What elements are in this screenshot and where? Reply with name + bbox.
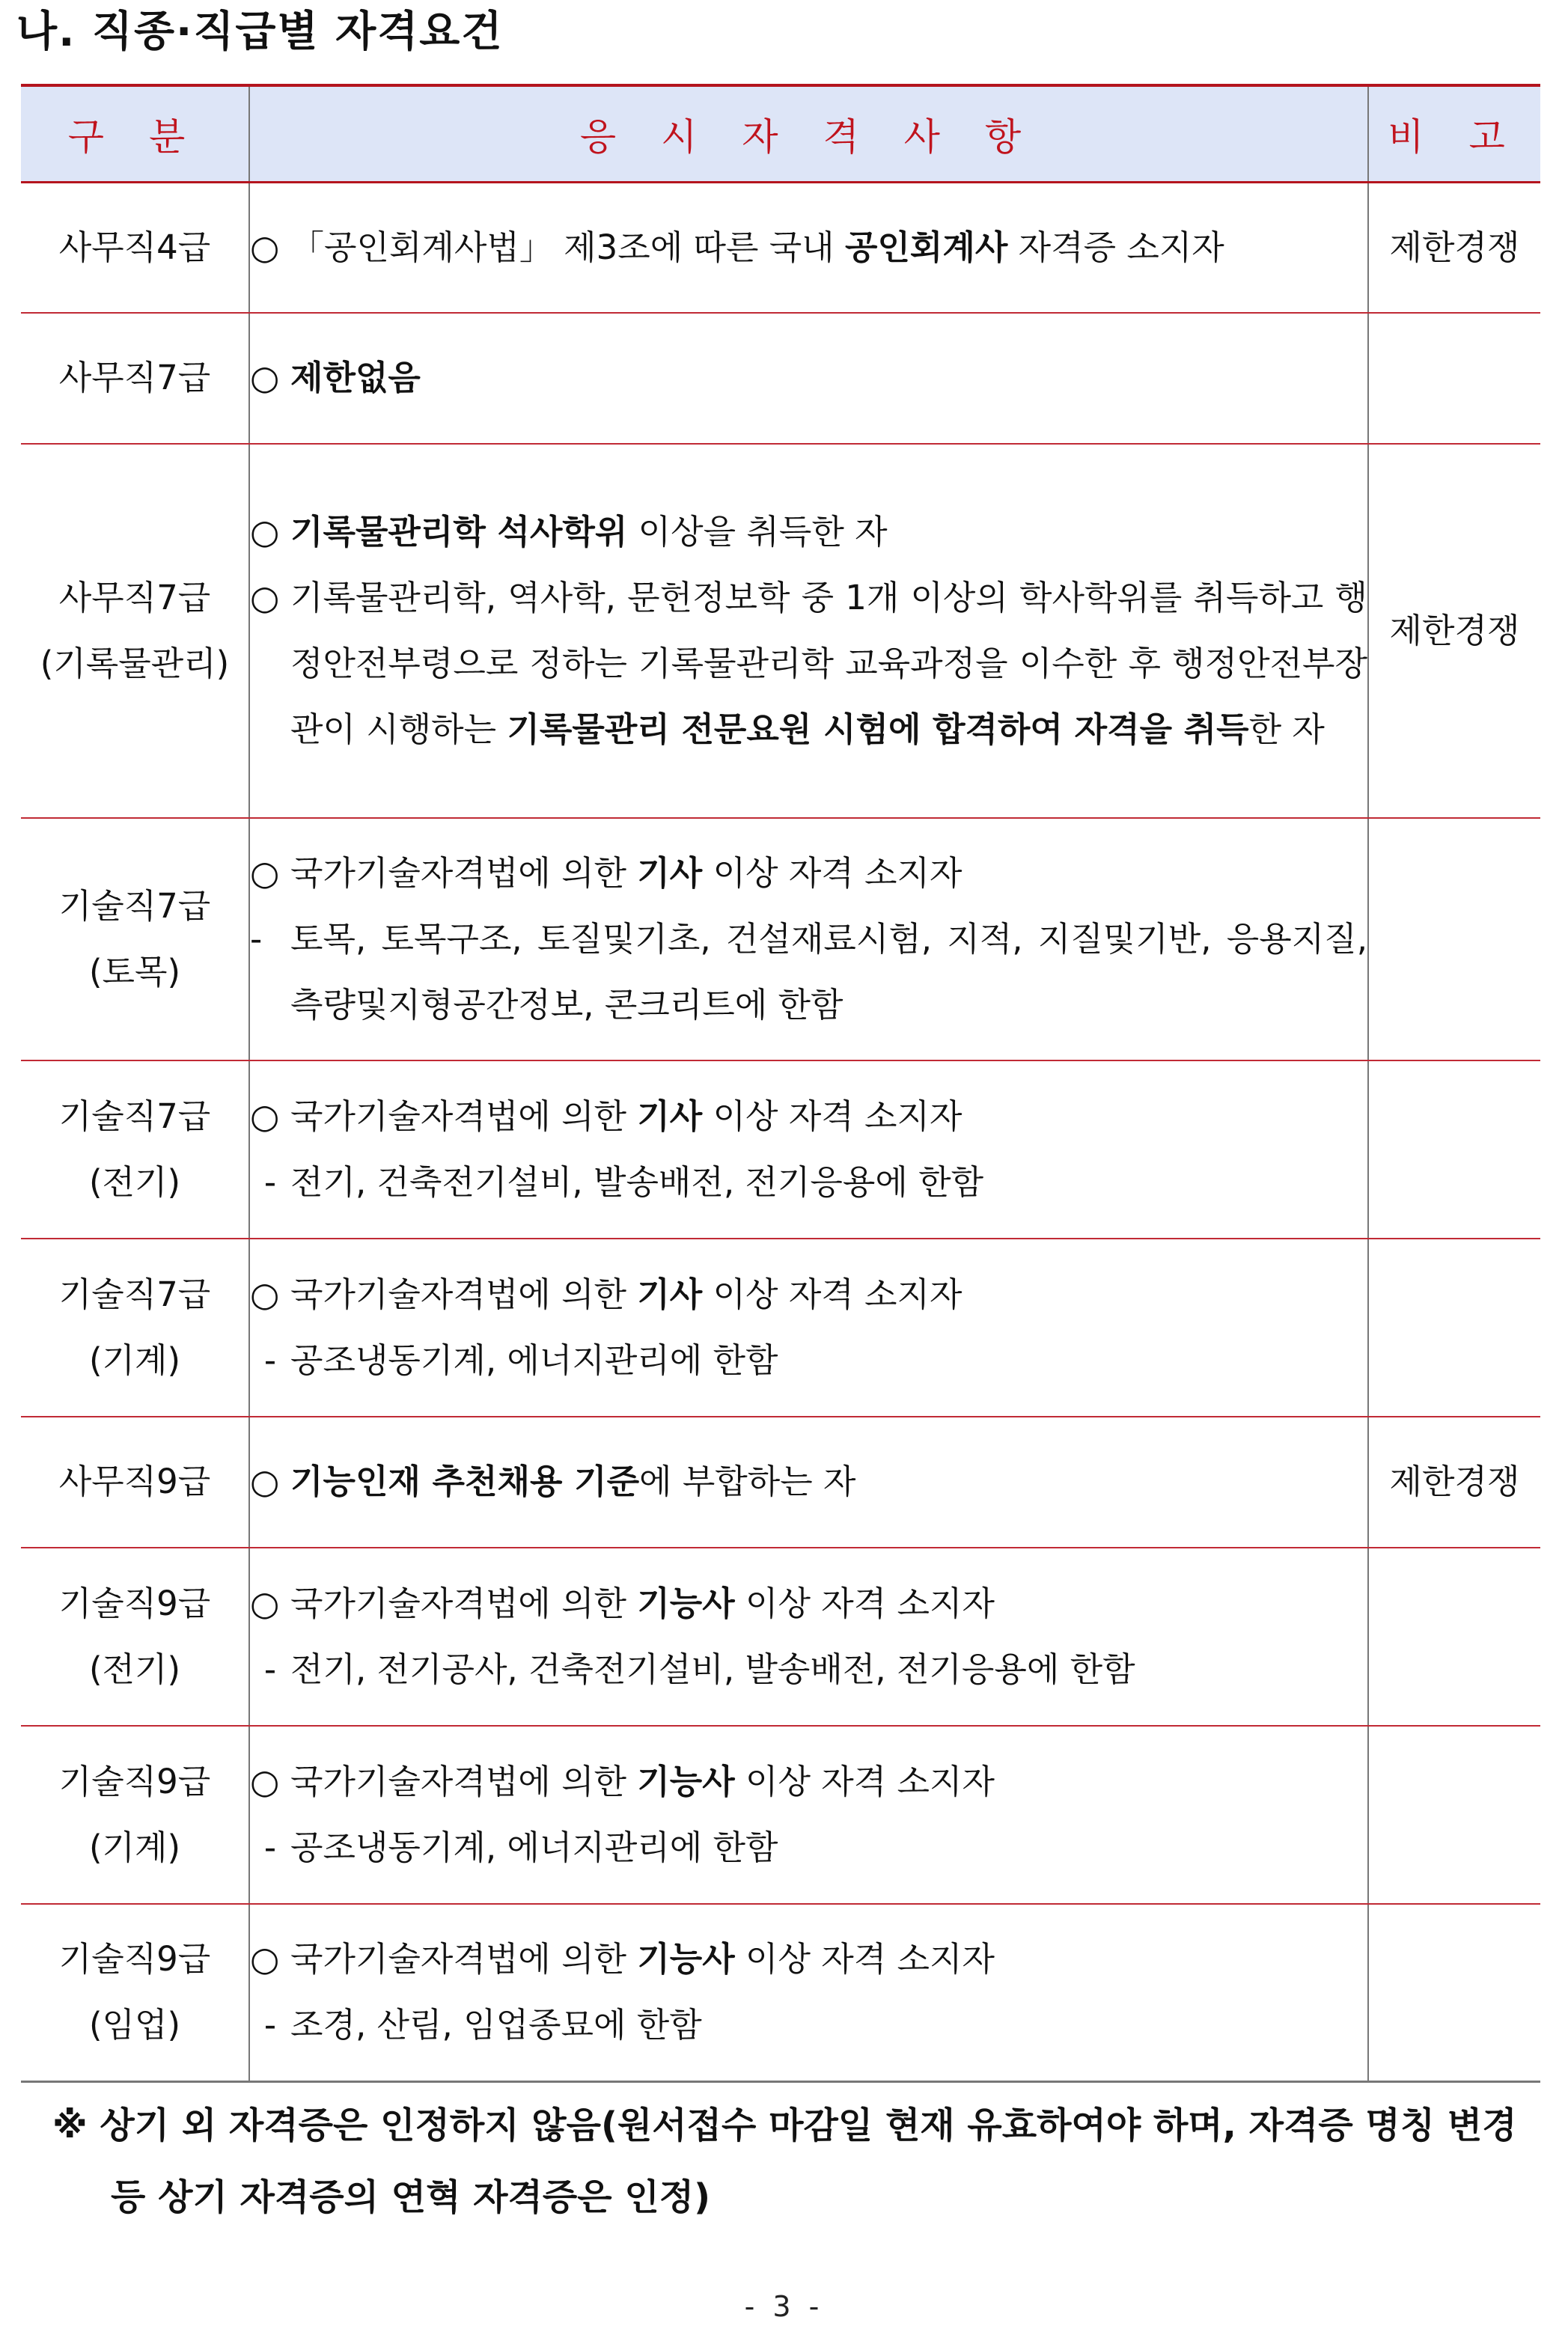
circle-bullet: ○	[250, 511, 280, 552]
requirement-cell: ○ 국가기술자격법에 의한 기사 이상 자격 소지자 - 전기, 건축전기설비, 발송배전, 전기응용에 한함	[249, 1060, 1368, 1239]
note-cell	[1368, 1904, 1540, 2082]
dash-bullet: -	[263, 2005, 277, 2045]
requirement-cell: ○ 국가기술자격법에 의한 기능사 이상 자격 소지자 - 전기, 전기공사, 건축전기설비, 발송배전, 전기응용에 한함	[249, 1548, 1368, 1726]
dash-bullet: -	[263, 1649, 277, 1689]
table-row	[21, 1904, 1540, 2082]
footnote-line-1: ※ 상기 외 자격증은 인정하지 않음(원서접수 마감일 현재 유효하여야 하며, 자격증 명칭 변경	[52, 2104, 1517, 2146]
note-cell	[1368, 1726, 1540, 1904]
circle-bullet: ○	[250, 1096, 280, 1136]
qualification-table	[21, 84, 1540, 2083]
circle-bullet: ○	[250, 358, 280, 397]
category-cell: 사무직9급	[21, 1417, 249, 1548]
category-cell: 사무직4급	[21, 183, 249, 313]
dash-bullet: -	[263, 1162, 277, 1202]
header-category: 구 분	[21, 85, 249, 183]
category-cell: 사무직7급	[21, 313, 249, 444]
circle-bullet: ○	[250, 227, 280, 267]
note-cell: 제한경쟁	[1368, 444, 1540, 818]
dash-bullet: -	[263, 1827, 277, 1867]
footnote	[52, 2090, 1538, 2233]
requirement-cell: ○ 국가기술자격법에 의한 기능사 이상 자격 소지자 - 공조냉동기계, 에너지관리에 한함	[249, 1726, 1368, 1904]
requirement-cell: ○ 「공인회계사법」 제3조에 따른 국내 공인회계사 자격증 소지자	[249, 183, 1368, 313]
note-cell	[1368, 818, 1540, 1060]
note-cell: 제한경쟁	[1368, 1417, 1540, 1548]
category-cell: 기술직7급 (전기)	[21, 1060, 249, 1239]
table-row	[21, 1417, 1540, 1548]
table-row	[21, 1239, 1540, 1417]
dash-bullet: -	[250, 918, 263, 959]
note-cell	[1368, 1548, 1540, 1726]
page-number: - 3 -	[744, 2290, 824, 2323]
category-cell: 기술직9급 (기계)	[21, 1726, 249, 1904]
note-cell	[1368, 313, 1540, 444]
requirement-cell: ○ 국가기술자격법에 의한 기사 이상 자격 소지자 - 토목, 토목구조, 토질및기초, 건설재료시험, 지적, 지질및기반, 응용지질, 측량및지형공간정보, 콘크리트에 한함	[249, 818, 1368, 1060]
table-row	[21, 818, 1540, 1060]
circle-bullet: ○	[250, 1274, 280, 1314]
requirement-cell: ○ 기능인재 추천채용 기준에 부합하는 자	[249, 1417, 1368, 1548]
circle-bullet: ○	[250, 1939, 280, 1980]
table-header-row	[21, 85, 1540, 183]
section-title: 나. 직종·직급별 자격요건	[16, 7, 504, 56]
circle-bullet: ○	[250, 1761, 280, 1801]
circle-bullet: ○	[250, 852, 280, 893]
note-cell	[1368, 1060, 1540, 1239]
table-row	[21, 1548, 1540, 1726]
requirement-cell: ○ 제한없음	[249, 313, 1368, 444]
requirement-cell: ○ 국가기술자격법에 의한 기능사 이상 자격 소지자 - 조경, 산림, 임업종묘에 한함	[249, 1904, 1368, 2082]
category-cell: 사무직7급 (기록물관리)	[21, 444, 249, 818]
circle-bullet: ○	[250, 1462, 280, 1501]
requirement-cell: ○ 기록물관리학 석사학위 이상을 취득한 자 ○ 기록물관리학, 역사학, 문헌정보학 중 1개 이상의 학사학위를 취득하고 행정안전부령으로 정하는 기록물관리학 교육과정을 이수한 후 행정안전부장관이 시행하는 기록물관리 전문요원 시험에 합격하여 자격을 취득한 자	[249, 444, 1368, 818]
category-cell: 기술직7급 (토목)	[21, 818, 249, 1060]
requirement-cell: ○ 국가기술자격법에 의한 기사 이상 자격 소지자 - 공조냉동기계, 에너지관리에 한함	[249, 1239, 1368, 1417]
dash-bullet: -	[263, 1340, 277, 1380]
table-row	[21, 1726, 1540, 1904]
footnote-line-2: 등 상기 자격증의 연혁 자격증은 인정)	[111, 2176, 711, 2218]
table-row	[21, 183, 1540, 313]
header-requirement: 응 시 자 격 사 항	[249, 85, 1368, 183]
table-row	[21, 444, 1540, 818]
note-cell: 제한경쟁	[1368, 183, 1540, 313]
category-cell: 기술직7급 (기계)	[21, 1239, 249, 1417]
circle-bullet: ○	[250, 1583, 280, 1623]
table-row	[21, 1060, 1540, 1239]
table-row	[21, 313, 1540, 444]
note-cell	[1368, 1239, 1540, 1417]
circle-bullet: ○	[250, 577, 280, 617]
category-cell: 기술직9급 (임업)	[21, 1904, 249, 2082]
category-cell: 기술직9급 (전기)	[21, 1548, 249, 1726]
header-note: 비 고	[1368, 85, 1540, 183]
